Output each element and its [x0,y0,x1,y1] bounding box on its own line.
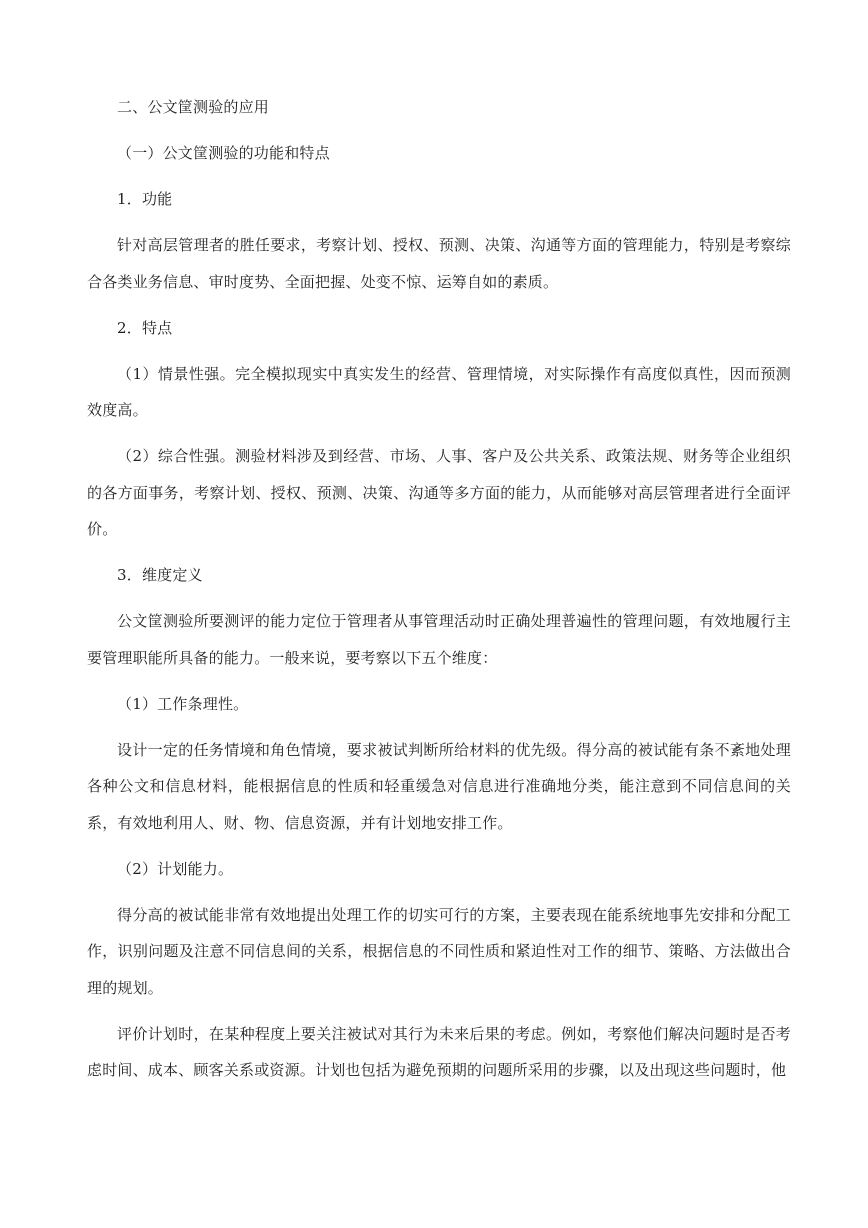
dimension-heading-2: （2）计划能力。 [117,859,234,878]
paragraph-dimension-2: 得分高的被试能非常有效地提出处理工作的切实可行的方案，主要表现在能系统地事先安排和分配工作，识别问题及注意不同信息间的关系，根据信息的不同性质和紧迫性对工作的细节、策略、方法做出合理的规划。 [87,905,791,997]
paragraph-function: 针对高层管理者的胜任要求，考察计划、授权、预测、决策、沟通等方面的管理能力，特别是考察综合各类业务信息、审时度势、全面把握、处变不惊、运筹自如的素质。 [87,236,791,291]
document-body [87,89,791,1098]
subsection-heading: （一）公文筐测验的功能和特点 [117,144,330,162]
paragraph-plan-evaluation: 评价计划时，在某种程度上要关注被试对其行为未来后果的考虑。例如，考察他们解决问题时是否考虑时间、成本、顾客关系或资源。计划也包括为避免预期的问题所采用的步骤，以及出现这些问题时，他 [87,1024,791,1079]
section-heading: 二、公文筐测验的应用 [117,98,270,116]
dimension-heading-1: （1）工作条理性。 [117,694,249,713]
paragraph-dimensions-intro: 公文筐测验所要测评的能力定位于管理者从事管理活动时正确处理普遍性的管理问题，有效地履行主要管理职能所具备的能力。一般来说，要考察以下五个维度： [87,612,791,667]
paragraph-feature-1: （1）情景性强。完全模拟现实中真实发生的经营、管理情境，对实际操作有高度似真性，因而预测效度高。 [87,364,791,419]
item-heading-function: 1．功能 [117,190,173,208]
paragraph-feature-2: （2）综合性强。测验材料涉及到经营、市场、人事、客户及公共关系、政策法规、财务等企业组织的各方面事务，考察计划、授权、预测、决策、沟通等多方面的能力，从而能够对高层管理者进行全面评价。 [87,447,791,538]
paragraph-dimension-1: 设计一定的任务情境和角色情境，要求被试判断所给材料的优先级。得分高的被试能有条不紊地处理各种公文和信息材料，能根据信息的性质和轻重缓急对信息进行准确地分类，能注意到不同信息间的关系，有效地利用人、财、物、信息资源，并有计划地安排工作。 [87,740,791,832]
item-heading-dimensions: 3．维度定义 [117,566,203,584]
item-heading-features: 2．特点 [117,318,173,337]
